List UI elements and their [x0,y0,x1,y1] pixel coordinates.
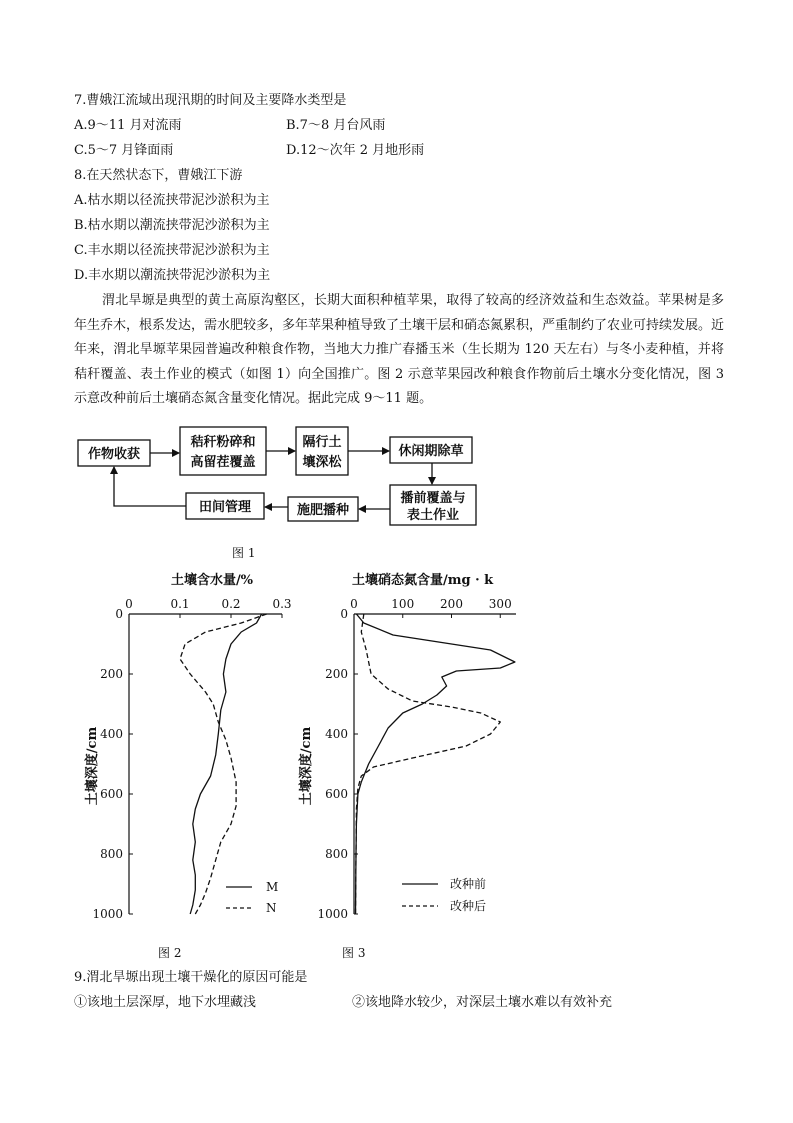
c2-series-2 [180,614,267,914]
q7-options-row1 [74,114,386,138]
fig1-text-weeding: 休闲期除草 [398,444,464,459]
c3-xtick-label: 0 [350,597,358,611]
q9-stem: 9.渭北旱塬出现土壤干燥化的原因可能是 [74,970,308,985]
c3-xtick-label: 200 [440,597,463,611]
fig1-text-straw-2: 高留茬覆盖 [190,455,256,470]
c2-ytick-label: 400 [100,727,123,741]
c2-ytick-label: 200 [100,667,123,681]
fig1-text-fertilize: 施肥播种 [296,503,350,518]
fig1-text-straw-1: 秸秆粉碎和 [190,435,256,450]
q7-option-c: C.5～7 月锋面雨 [74,143,174,158]
fig1-text-field-mgmt: 田间管理 [198,500,252,515]
fig1-text-tillage-1: 隔行土 [302,435,342,450]
c2-ytick-label: 600 [100,787,123,801]
fig1-text-cover-2: 表土作业 [406,508,460,523]
c3-ytick-label: 400 [325,727,348,741]
c2-xtick-label: 0.2 [221,597,241,611]
c2-ytick-label: 0 [115,607,123,621]
figure2-caption: 图 2 [158,946,182,960]
q7-option-a: A.9～11 月对流雨 [74,118,182,133]
fig3-legend-after: 改种后 [450,899,487,913]
fig1-text-tillage-2: 壤深松 [302,455,342,470]
figure1-caption: 图 1 [232,546,256,560]
c3-ytick-label: 800 [325,847,348,861]
q8-option-d: D.丰水期以潮流挟带泥沙淤积为主 [74,268,271,283]
figure2-chart [74,566,314,946]
fig3-title: 土壤硝态氮含量/mg · k [352,573,494,588]
c3-xtick-label: 100 [391,597,415,611]
fig1-text-cover-1: 播前覆盖与 [400,491,466,506]
q8-option-b: B.枯水期以潮流挟带泥沙淤积为主 [74,218,270,233]
c3-ytick-label: 0 [340,607,348,621]
fig2-legend-m: M [266,880,279,894]
reading-passage: 渭北旱塬是典型的黄土高原沟壑区，长期大面积种植苹果，取得了较高的经济效益和生态效益。苹果树是多年生乔木，根系发达，需水肥较多，多年苹果种植导致了土壤干层和硝态氮累积，严重制约了农业可持续发展。近年来，渭北旱塬苹果园普遍改种粮食作物，当地大力推广春播玉米（生长期为 120 天左右）与冬小麦种植，并将秸秆覆盖、表土作业的模式（如图 1）向全国推广。图 2 示意苹果园改种粮食作物前后土壤水分变化情况，图 3 示意改种前后土壤硝态氮含量变化情况。据此完成 9～11 题。 [74,293,725,406]
q8-stem: 8.在天然状态下，曹娥江下游 [74,168,243,183]
fig3-ylabel: 土壤深度/cm [299,726,314,806]
fig2-legend-n: N [266,901,277,915]
fig2-title: 土壤含水量/% [170,573,254,588]
c2-xtick-label: 0.3 [272,597,292,611]
fig3-legend-before: 改种前 [450,877,487,891]
q7-option-d: D.12～次年 2 月地形雨 [286,143,425,158]
c2-xtick-label: 0 [125,597,133,611]
c3-series-1 [356,614,515,914]
c3-ytick-label: 200 [325,667,348,681]
c2-xtick-label: 0.1 [170,597,190,611]
q9-option-1: ①该地土层深厚，地下水埋藏浅 [74,995,257,1010]
c3-xtick-label: 300 [488,597,512,611]
c2-series-1 [190,614,261,914]
c3-ytick-label: 1000 [317,907,348,921]
c2-ytick-label: 1000 [92,907,123,921]
c3-ytick-label: 600 [325,787,348,801]
q7-options-row2 [74,139,425,163]
fig2-ylabel: 土壤深度/cm [85,726,100,806]
q8-option-a: A.枯水期以径流挟带泥沙淤积为主 [74,193,270,208]
q9-options-row [74,991,613,1015]
c2-ytick-label: 800 [100,847,123,861]
c3-series-2 [356,614,501,914]
figure3-caption: 图 3 [342,946,366,960]
q8-option-c: C.丰水期以径流挟带泥沙淤积为主 [74,243,270,258]
figure1-flowchart [74,425,484,530]
q9-option-2: ②该地降水较少，对深层土壤水难以有效补充 [352,995,613,1010]
figure3-chart [296,566,526,946]
q7-stem: 7.曹娥江流域出现汛期的时间及主要降水类型是 [74,93,347,108]
fig1-text-harvest: 作物收获 [87,447,141,462]
q7-option-b: B.7～8 月台风雨 [286,118,386,133]
